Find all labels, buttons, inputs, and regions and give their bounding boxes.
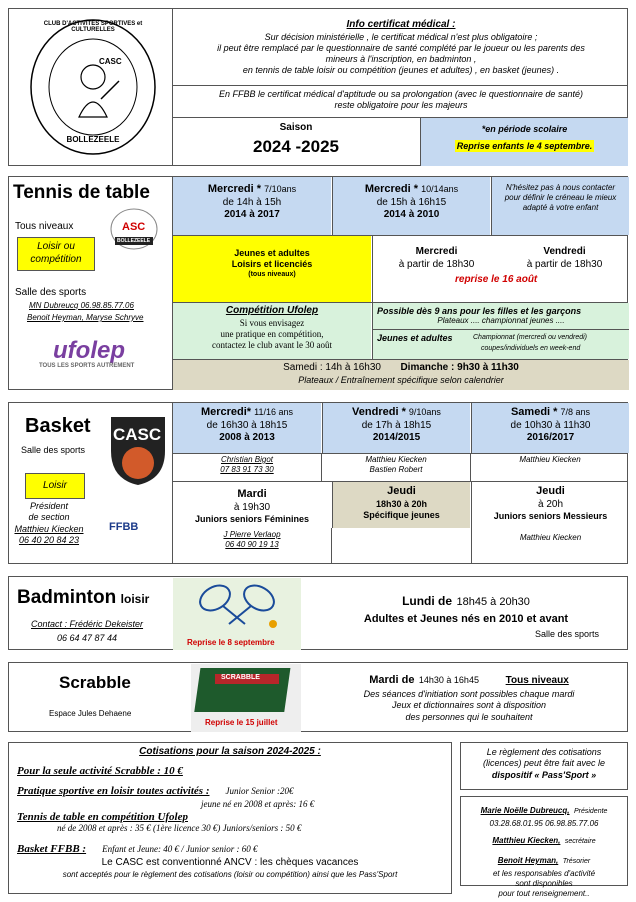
- tennis-contact: MN Dubreucq 06.98.85.77.06: [29, 301, 134, 310]
- cotisation-loisir-val: Junior Senior :20€: [225, 786, 294, 796]
- logo-bottom-text: BOLLEZEELE: [66, 135, 120, 144]
- contact-name: Matthieu Kiecken: [519, 532, 582, 542]
- cotisation-scrabble: Pour la seule activité Scrabble : 10 €: [17, 765, 183, 777]
- tt-champ: Championnat (mercredi ou vendredi): [473, 334, 587, 341]
- bureau-phones: 03.28.68.01.95 06.98.85.77.06: [489, 819, 599, 828]
- bureau-line: pour tout renseignement..: [498, 889, 590, 898]
- slot-time: à 19h30: [233, 501, 271, 513]
- pass-sport-box: [460, 742, 628, 790]
- badminton-section: [8, 576, 628, 650]
- contact-name: Christian Bigot: [220, 455, 274, 464]
- slot-day: Mardi: [237, 488, 267, 500]
- tt-jeunes-adultes: Jeunes et adultes: [234, 248, 310, 258]
- bk-contact-1: [173, 455, 321, 475]
- basket-title: Basket: [25, 415, 91, 437]
- tt-samedi: Samedi : 14h à 16h30: [283, 362, 381, 373]
- cotisation-basket-label: Basket FFBB :: [17, 843, 87, 855]
- tt-slot-ven: [500, 236, 629, 302]
- pass-sport-line: (licences) peut être fait avec le: [482, 758, 606, 769]
- contact-phone: 07 83 91 73 30: [220, 465, 274, 474]
- bk-contact-3: [471, 455, 629, 465]
- tennis-logo: [109, 207, 159, 251]
- ffbb-line: reste obligatoire pour les majeurs: [334, 100, 468, 111]
- slot-time: de 14h à 15h: [222, 196, 282, 208]
- slot-day: Vendredi *: [352, 406, 406, 418]
- tt-ja2: Jeunes et adultes: [377, 333, 453, 343]
- contact-name: Matthieu Kiecken: [365, 455, 427, 464]
- slot-category: Spécifique jeunes: [363, 510, 440, 520]
- tt-comp-line: contactez le club avant le 30 août: [212, 340, 332, 350]
- cotisation-tt-val: né de 2008 et après : 35 € (1ère licence 30 €) Juniors/seniors : 50 €: [57, 823, 302, 833]
- basket-logo: [103, 411, 173, 487]
- cotisation-tt-label: Tennis de table en compétition Ufolep: [17, 811, 188, 823]
- basket-loisir-badge: Loisir: [25, 473, 85, 499]
- tt-weekend: [173, 360, 629, 390]
- bureau-role: secrétaire: [564, 838, 596, 845]
- slot-years: 2014 à 2017: [224, 209, 280, 221]
- bureau-president: Marie Noëlle Dubreucq,: [480, 806, 570, 815]
- cotisation-ancv2: sont acceptés pour le règlement des cotisations (loisir ou compétition) ainsi que les Pass'Sport: [62, 870, 398, 879]
- tt-reprise: reprise le 16 août: [455, 274, 538, 285]
- contact-phone: 06 40 90 19 13: [225, 539, 279, 549]
- tennis-loisir-badge: [17, 237, 95, 271]
- school-period: [420, 118, 628, 166]
- season-value: 2024 -2025: [252, 137, 340, 156]
- cotisations-section: [8, 742, 452, 894]
- badminton-reprise: Reprise le 8 septembre: [187, 638, 275, 647]
- slot-day: Samedi *: [510, 406, 558, 418]
- ffbb-note: [175, 89, 627, 112]
- tennis-grid: [172, 177, 628, 390]
- scrabble-lieu: Espace Jules Dehaene: [49, 709, 132, 718]
- tt-slot-mer3: [372, 236, 500, 302]
- badminton-title: Badminton: [17, 587, 117, 608]
- header-box: [8, 8, 628, 166]
- season-label: Saison: [279, 122, 313, 133]
- ffbb-logo: [109, 521, 138, 533]
- slot-years: 2014 à 2010: [383, 209, 440, 221]
- badminton-salle: Salle des sports: [535, 629, 600, 639]
- section-label: de section: [28, 512, 70, 523]
- tennis-loisir-text: Loisir ou compétition: [30, 241, 82, 265]
- info-line: il peut être remplacé par le questionnaire de santé complété par le joueur ou les parents des: [217, 42, 585, 53]
- pass-sport-line: dispositif « Pass'Sport »: [491, 769, 597, 780]
- slot-day: Mercredi *: [207, 183, 262, 195]
- slot-day: Mercredi*: [200, 406, 252, 418]
- tt-competition-info: [372, 303, 629, 359]
- scrabble-board-icon: [191, 664, 301, 716]
- tt-loisirs: Loisirs et licenciés: [231, 259, 313, 270]
- info-line: mineurs à l'inscription, en badminton ,: [325, 54, 477, 64]
- slot-time: à 20h: [537, 498, 564, 510]
- bureau-secretary: Matthieu Kiecken,: [492, 836, 561, 845]
- cotisation-basket-val: Enfant et Jeune: 40 € / Junior senior : 60 €: [102, 844, 258, 854]
- president-phone: 06 40 20 84 23: [18, 534, 80, 545]
- president-name: Matthieu Kiecken: [14, 523, 84, 534]
- school-period-label: *en période scolaire: [481, 124, 568, 134]
- badminton-rackets-icon: [173, 578, 301, 638]
- ffbb-line: En FFBB le certificat médical d'aptitude ou sa prolongation (avec le questionnaire de santé): [219, 89, 583, 99]
- info-line: Sur décision ministérielle , le certificat médical n'est plus obligatoire ;: [264, 31, 538, 42]
- scrabble-line: des personnes qui le souhaitent: [405, 711, 533, 722]
- season: [173, 119, 419, 165]
- slot-age: 7/8 ans: [560, 407, 591, 417]
- bureau-role: Présidente: [573, 808, 608, 815]
- scrabble-line: Des séances d'initiation sont possibles chaque mardi: [363, 689, 575, 699]
- basket-logo-text: CASC: [113, 425, 162, 444]
- slot-day: Vendredi: [543, 246, 586, 257]
- bureau-box: [460, 796, 628, 898]
- tennis-section: [8, 176, 628, 390]
- slot-years: 2014/2015: [372, 432, 421, 444]
- badminton-day: Lundi de: [402, 594, 453, 608]
- tt-comp-title: Compétition Ufolep: [225, 305, 319, 316]
- slot-time: à partir de 18h30: [398, 258, 475, 270]
- basket-salle: Salle des sports: [21, 445, 86, 455]
- bk-slot-mardi: [173, 482, 331, 564]
- slot-time: 18h30 à 20h: [375, 498, 428, 509]
- club-logo: [27, 17, 159, 157]
- tt-dimanche: Dimanche : 9h30 à 11h30: [400, 362, 519, 373]
- tennis-contact: Benoit Heyman, Maryse Schryve: [27, 313, 144, 322]
- tt-slot-mer2: [332, 177, 490, 235]
- slot-age: 10/14ans: [421, 184, 459, 194]
- info-title: Info certificat médical :: [346, 19, 456, 30]
- scrabble-image: [191, 664, 301, 732]
- bureau-treasurer: Benoit Heyman,: [497, 856, 559, 865]
- scrabble-time: 14h30 à 16h45: [418, 675, 479, 685]
- tt-coupes: coupes/individuels en week-end: [481, 345, 581, 352]
- basket-grid: [172, 403, 628, 564]
- ufolep-logo-text: ufolep: [53, 337, 125, 364]
- logo-center-text: CASC: [99, 57, 122, 66]
- slot-time: à partir de 18h30: [526, 258, 603, 270]
- bureau-line: et les responsables d'activité: [492, 869, 596, 878]
- tt-comp-line: Si vous envisagez: [239, 317, 305, 328]
- bk-slot-jeudi-jeunes: [332, 482, 470, 528]
- slot-day: Jeudi: [387, 485, 416, 497]
- scrabble-niveaux: Tous niveaux: [505, 675, 569, 686]
- slot-day: Mercredi *: [364, 183, 419, 195]
- cotisation-loisir-val2: jeune né en 2008 et après: 16 €: [201, 799, 315, 809]
- slot-age: 9/10ans: [408, 407, 441, 417]
- president-label: Président: [29, 501, 69, 511]
- pass-sport-line: Le règlement des cotisations: [486, 747, 602, 757]
- info-line: en tennis de table loisir ou compétition (jeunes et adultes) , en basket (jeunes) .: [242, 65, 560, 76]
- slot-time: de 15h à 16h15: [376, 196, 447, 208]
- badminton-title-wrap: [17, 587, 149, 609]
- bk-slot-2: [322, 403, 470, 453]
- bk-contact-2: [322, 455, 470, 475]
- scrabble-day: Mardi de: [369, 674, 415, 686]
- slot-day: Jeudi: [536, 485, 565, 497]
- slot-time: de 17h à 18h15: [361, 419, 432, 431]
- contact-name: Matthieu Kiecken: [519, 455, 581, 464]
- scrabble-board-text: SCRABBLE: [221, 674, 260, 681]
- tt-plateaux: Plateaux .... championnat jeunes ....: [437, 316, 565, 325]
- slot-age: 11/16 ans: [254, 407, 294, 417]
- badminton-public: Adultes et Jeunes nés en 2010 et avant: [363, 613, 569, 625]
- tt-plateaux2: Plateaux / Entraînement spécifique selon calendrier: [298, 374, 504, 385]
- reprise-enfants: Reprise enfants le 4 septembre.: [456, 141, 593, 151]
- slot-years: 2016/2017: [526, 432, 575, 444]
- tt-competition: [173, 303, 371, 359]
- scrabble-schedule: [309, 669, 629, 723]
- cotisation-loisir-label: Pratique sportive en loisir toutes activités :: [17, 785, 210, 797]
- scrabble-title: Scrabble: [59, 673, 131, 692]
- badminton-schedule: [303, 591, 629, 627]
- badminton-contact: Contact : Frédéric Dekeister: [31, 619, 144, 629]
- slot-day: Mercredi: [415, 246, 458, 257]
- scrabble-reprise: Reprise le 15 juillet: [205, 718, 278, 727]
- slot-years: 2008 à 2013: [219, 432, 275, 444]
- tennis-levels: Tous niveaux: [15, 221, 74, 232]
- slot-category: Juniors seniors Messieurs: [493, 511, 608, 522]
- tt-contact-note: N'hésitez pas à nous contacter pour définir le créneau le mieux adapté à votre enfant: [491, 177, 629, 235]
- tennis-logo-sub: BOLLEZEELE: [117, 238, 151, 244]
- badminton-time: 18h45 à 20h30: [456, 596, 530, 608]
- cotisations-title: Cotisations pour la saison 2024-2025 :: [139, 746, 321, 757]
- tt-slot-mer1: [173, 177, 331, 235]
- contact-name: J Pierre Verlaop: [223, 529, 281, 539]
- slot-category: Juniors seniors Féminines: [194, 514, 310, 525]
- scrabble-section: [8, 662, 628, 732]
- cotisation-ancv: Le CASC est conventionné ANCV : les chèques vacances: [101, 857, 359, 868]
- tennis-logo-text: ASC: [122, 221, 146, 233]
- tennis-title: Tennis de table: [13, 182, 150, 203]
- tt-comp-line: une pratique en compétition,: [220, 328, 324, 339]
- bk-slot-jeudi-seniors: [471, 482, 629, 564]
- ufolep-tagline: TOUS LES SPORTS AUTREMENT: [39, 363, 135, 369]
- bureau-line: sont disponibles: [515, 879, 573, 888]
- basket-section: [8, 402, 628, 564]
- tt-loisir-block: [173, 236, 371, 302]
- bk-slot-3: [471, 403, 629, 453]
- badminton-image: [173, 578, 301, 650]
- badminton-loisir: loisir: [120, 592, 150, 606]
- ufolep-logo: [39, 337, 169, 377]
- info-block: [175, 19, 627, 77]
- basketball-logo-icon: [103, 411, 173, 487]
- logo-arc-text: CLUB D'ACTIVITES SPORTIVES et CULTURELLES: [43, 21, 143, 33]
- slot-age: 7/10ans: [264, 184, 297, 194]
- bk-slot-1: [173, 403, 321, 453]
- basket-president: [9, 501, 89, 546]
- scrabble-line: Jeux et dictionnaires sont à disposition: [391, 700, 547, 711]
- slot-time: de 10h30 à 11h30: [510, 419, 591, 431]
- contact-name: Bastien Robert: [369, 465, 423, 474]
- tt-tous-niveaux: (tous niveaux): [248, 270, 296, 278]
- slot-time: de 16h30 à 18h15: [206, 419, 288, 431]
- bureau-role: Trésorier: [562, 858, 591, 865]
- tt-possible: Possible dès 9 ans pour les filles et les garçons: [377, 306, 582, 316]
- ffbb-logo-text: FFBB: [109, 521, 139, 533]
- tennis-salle: Salle des sports: [15, 287, 87, 298]
- badminton-phone: 06 64 47 87 44: [57, 633, 118, 643]
